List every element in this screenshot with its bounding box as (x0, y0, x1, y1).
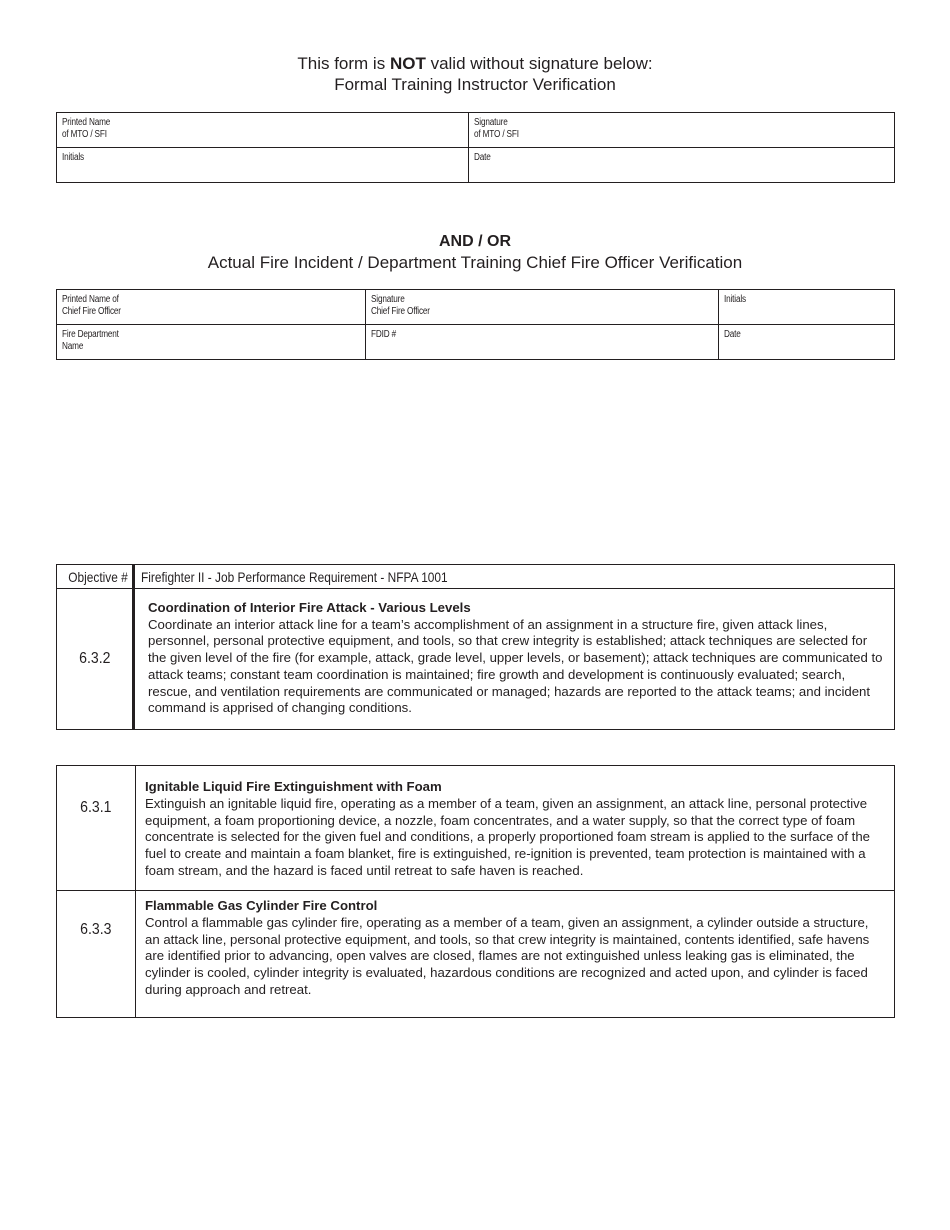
initials-field[interactable] (57, 148, 469, 183)
date-field[interactable] (469, 148, 895, 183)
fdid-label: FDID # (371, 329, 396, 340)
chief-printed-name-field[interactable] (57, 290, 366, 325)
printed-name-label: Printed Name of MTO / SFI (62, 117, 111, 140)
table-row (57, 766, 895, 891)
department-name-field[interactable] (57, 325, 366, 360)
initials-label: Initials (62, 152, 84, 163)
objectives-header-row (57, 565, 895, 589)
objective-description (136, 766, 895, 891)
chief-initials-field[interactable] (719, 290, 895, 325)
objective-number: 6.3.2 (57, 589, 134, 730)
objective-number-header: Objective # (57, 565, 134, 589)
chief-signature-field[interactable] (366, 290, 719, 325)
validity-notice (0, 53, 950, 74)
chief-date-label: Date (724, 329, 741, 340)
signature-field[interactable] (469, 113, 895, 148)
objective-text: Control a flammable gas cylinder fire, operating as a member of a team, given an assignment, a cylinder outside a structure, an attack line, personal protective equipment, and tools, so that crew integrity is maintained, contents identified, safe havens are identified prior to advancing, open valves are closed, flames are not extinguished unless leaking gas is eliminated, the cylinder is cooled, cylinder integrity is evaluated, hazardous conditions are recognized and acted upon, and cylinder is faced during approach and retreat. (145, 914, 870, 997)
objective-text: Extinguish an ignitable liquid fire, operating as a member of a team, given an assignment, an attack line, personal protective equipment, a foam proportioning device, a nozzle, foam concentrates, and a water supply, so that the correct type of foam concentrate is selected for the given fuel and conditions, a properly proportioned foam stream is applied to the surface of the fuel to create and maintain a foam blanket, fire is extinguished, re-ignition is prevented, team protection is maintained with a foam stream, and the hazard is faced until retreat to safe haven is reached. (145, 795, 871, 878)
notice-prefix: This form is (297, 54, 386, 73)
date-label: Date (474, 152, 491, 163)
chief-verification-title: Actual Fire Incident / Department Training Chief Fire Officer Verification (207, 253, 743, 272)
requirement-header: Firefighter II - Job Performance Requirement - NFPA 1001 (134, 565, 895, 589)
objectives-table (56, 564, 895, 730)
objective-title: Flammable Gas Cylinder Fire Control (145, 898, 378, 913)
notice-suffix: valid without signature below: (430, 54, 653, 73)
chief-initials-label: Initials (724, 294, 746, 305)
objective-text: Coordinate an interior attack line for a team’s accomplishment of an assignment in a structure fire, given attack lines, personnel, personal protective equipment, and tools, so that crew integrity is established; attack techniques are selected for the given level of the fire (for example, attack, grade level, upper levels, or basement); attack techniques are communicated to attack teams; constant team coordination is maintained; fire growth and development is continuously evaluated; search, rescue, and ventilation requirements are communicated or managed; hazards are reported to the attack teams; and incident command is apprised of changing conditions. (148, 616, 883, 716)
objective-description (136, 891, 895, 1018)
objective-title: Ignitable Liquid Fire Extinguishment with Foam (145, 779, 442, 794)
fdid-field[interactable] (366, 325, 719, 360)
objectives-table-continued (56, 765, 895, 1018)
chief-verification-table (56, 289, 895, 360)
table-row (57, 891, 895, 1018)
table-row (57, 589, 895, 730)
signature-label: Signature of MTO / SFI (474, 117, 519, 140)
instructor-verification-title: Formal Training Instructor Verification (334, 75, 616, 94)
department-name-label: Fire Department Name (62, 329, 119, 352)
and-or-heading: AND / OR (439, 233, 511, 250)
chief-date-field[interactable] (719, 325, 895, 360)
chief-printed-name-label: Printed Name of Chief Fire Officer (62, 294, 121, 317)
objective-title: Coordination of Interior Fire Attack - Various Levels (148, 599, 471, 615)
instructor-verification-table (56, 112, 895, 183)
printed-name-field[interactable] (57, 113, 469, 148)
notice-emphasis: NOT (389, 54, 426, 73)
objective-description (134, 589, 895, 730)
objective-number: 6.3.3 (57, 891, 136, 1018)
objective-number: 6.3.1 (57, 766, 136, 891)
chief-signature-label: Signature Chief Fire Officer (371, 294, 430, 317)
